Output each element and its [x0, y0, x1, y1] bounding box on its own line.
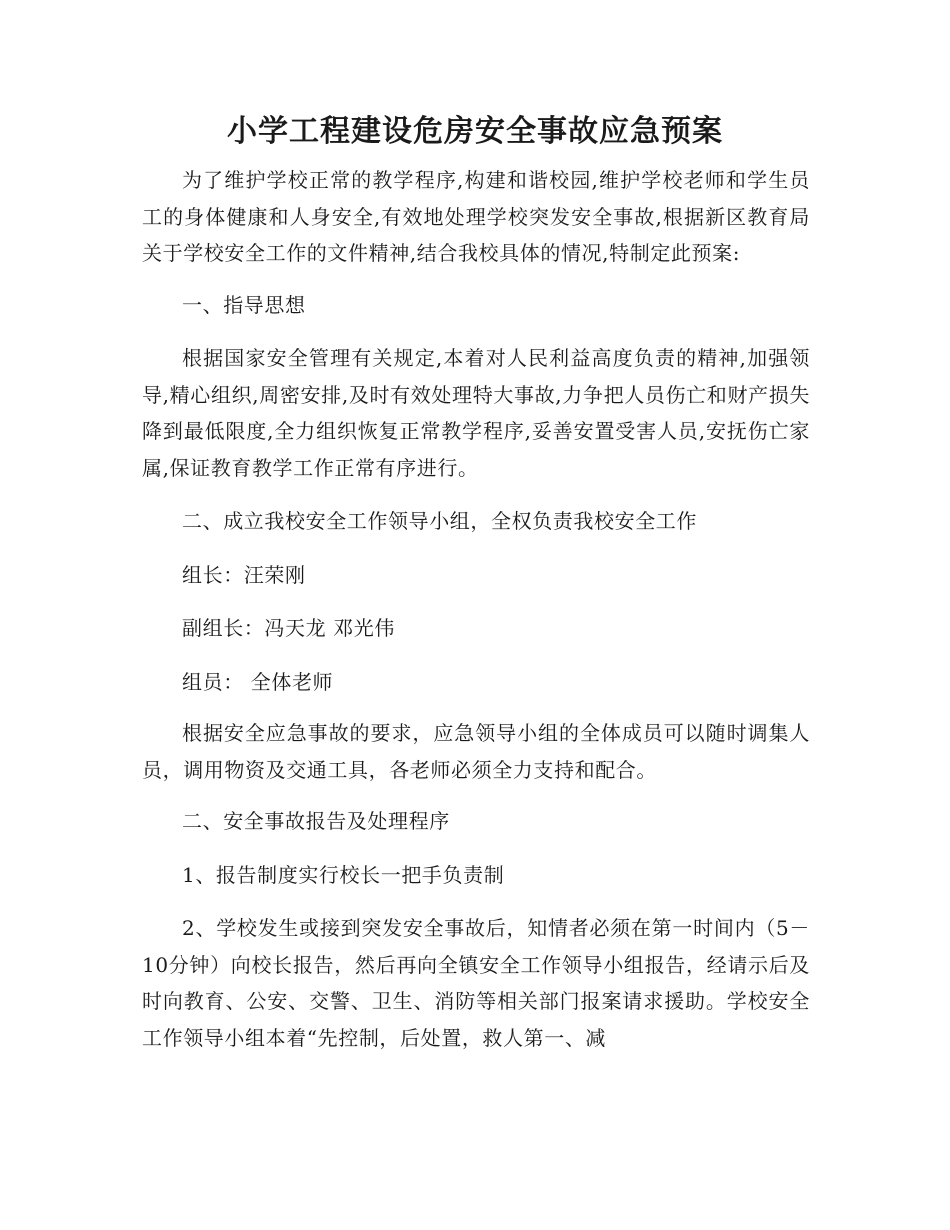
section-heading-guiding-thought: 一、指导思想: [182, 292, 306, 317]
intro-paragraph: 为了维护学校正常的教学程序,构建和谐校园,维护学校老师和学生员工的身体健康和人身安全,有效地处理学校突发安全事故,根据新区教育局关于学校安全工作的文件精神,结合我校具体的情况,特制定此预案:: [142, 168, 810, 265]
section-heading-leadership-group: 二、成立我校安全工作领导小组，全权负责我校安全工作: [182, 509, 697, 533]
reporting-item-2: 2、学校发生或接到突发安全事故后，知情者必须在第一时间内（5－10分钟）向校长报告，然后再向全镇安全工作领导小组报告，经请示后及时向教育、公安、交警、卫生、消防等相关部门报案请求援助。学校安全工作领导小组本着“先控制，后处置，救人第一、减: [142, 916, 810, 1050]
deputy-leader-line: 副组长：冯天龙 邓光伟: [182, 616, 395, 640]
document-body: [142, 162, 810, 1056]
emergency-requirements-paragraph: 根据安全应急事故的要求，应急领导小组的全体成员可以随时调集人员，调用物资及交通工具，各老师必须全力支持和配合。: [142, 721, 810, 782]
reporting-item-1: 1、报告制度实行校长一把手负责制: [182, 862, 505, 887]
document-title: 小学工程建设危房安全事故应急预案: [227, 114, 723, 149]
section-heading-reporting-procedure: 二、安全事故报告及处理程序: [182, 809, 450, 833]
group-members-line: 组员： 全体老师: [182, 669, 334, 694]
guiding-thought-paragraph: 根据国家安全管理有关规定,本着对人民利益高度负责的精神,加强领导,精心组织,周密安排,及时有效处理特大事故,力争把人员伤亡和财产损失降到最低限度,全力组织恢复正常教学程序,妥善安置受害人员,安抚伤亡家属,保证教育教学工作正常有序进行。: [142, 346, 810, 480]
group-leader-line: 组长：汪荣刚: [182, 562, 306, 587]
